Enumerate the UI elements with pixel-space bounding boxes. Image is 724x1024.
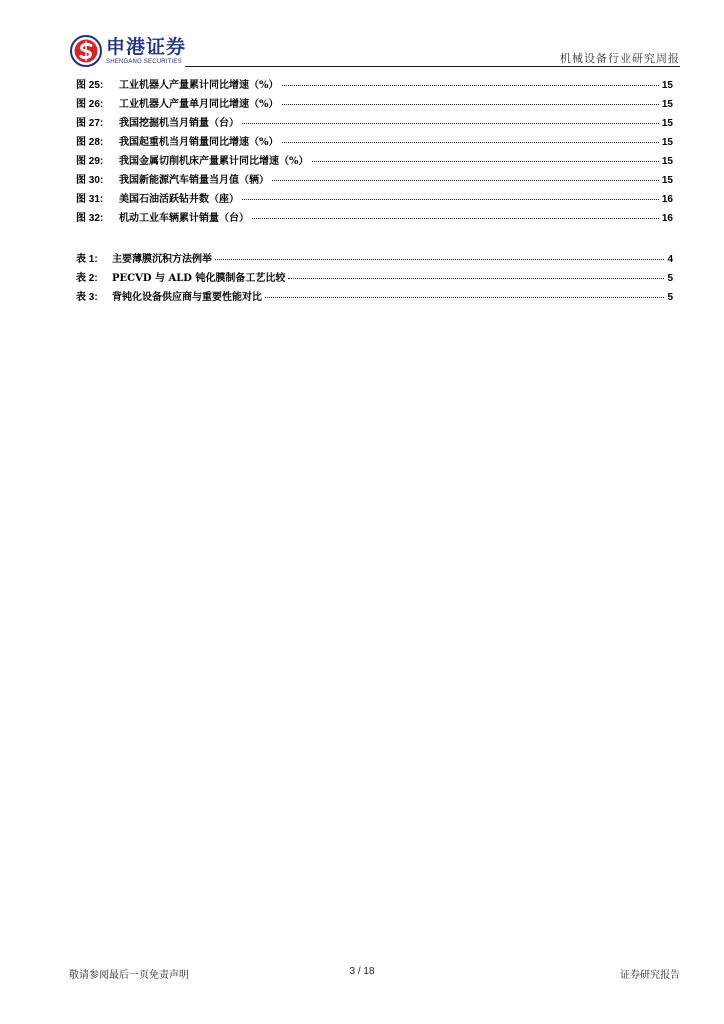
toc-row-table-2[interactable] <box>76 269 673 288</box>
dot-leader <box>215 259 664 260</box>
toc-row-figure-29[interactable] <box>76 152 673 171</box>
toc-page-number[interactable]: 15 <box>661 118 673 129</box>
page-header <box>0 0 724 70</box>
toc-title[interactable]: 背钝化设备供应商与重要性能对比 <box>112 292 262 303</box>
toc-title[interactable]: 主要薄膜沉积方法例举 <box>112 254 212 265</box>
report-type: 证券研究报告 <box>620 970 680 981</box>
toc-row-figure-26[interactable] <box>76 95 673 114</box>
toc-title[interactable]: PECVD 与 ALD 钝化膜制备工艺比较 <box>112 273 286 284</box>
dot-leader <box>242 123 659 124</box>
toc-row-figure-27[interactable] <box>76 114 673 133</box>
toc-title[interactable]: 机动工业车辆累计销量（台） <box>119 213 249 224</box>
toc-label: 表 2: <box>76 273 98 284</box>
toc-page-number[interactable]: 15 <box>661 80 673 91</box>
figure-index <box>76 76 673 228</box>
company-logo <box>70 35 186 67</box>
toc-title[interactable]: 我国金属切削机床产量累计同比增速（%） <box>119 156 309 167</box>
toc-title[interactable]: 工业机器人产量累计同比增速（%） <box>119 80 279 91</box>
toc-row-figure-32[interactable] <box>76 209 673 228</box>
toc-title[interactable]: 我国新能源汽车销量当月值（辆） <box>119 175 269 186</box>
toc-label: 图 27: <box>76 118 104 129</box>
shengang-logo-icon <box>70 35 102 67</box>
toc-page-number[interactable]: 16 <box>661 213 673 224</box>
toc-page-number[interactable]: 15 <box>661 137 673 148</box>
toc-row-table-1[interactable] <box>76 250 673 269</box>
toc-row-figure-28[interactable] <box>76 133 673 152</box>
toc-title[interactable]: 工业机器人产量单月同比增速（%） <box>119 99 279 110</box>
toc-label: 表 3: <box>76 292 98 303</box>
dot-leader <box>288 278 664 279</box>
toc-label: 表 1: <box>76 254 98 265</box>
header-divider <box>185 66 680 67</box>
report-category: 机械设备行业研究周报 <box>560 52 680 65</box>
toc-label: 图 25: <box>76 80 104 91</box>
toc-page-number[interactable]: 5 <box>667 273 673 284</box>
dot-leader <box>242 199 659 200</box>
toc-page-number[interactable]: 15 <box>661 175 673 186</box>
toc-row-figure-30[interactable] <box>76 171 673 190</box>
toc-page-number[interactable]: 5 <box>667 292 673 303</box>
toc-label: 图 31: <box>76 194 104 205</box>
toc-row-table-3[interactable] <box>76 288 673 307</box>
logo-english-name: SHENGANG SECURITIES <box>106 58 182 65</box>
toc-row-figure-31[interactable] <box>76 190 673 209</box>
toc-label: 图 26: <box>76 99 104 110</box>
dot-leader <box>282 104 659 105</box>
toc-page-number[interactable]: 15 <box>661 99 673 110</box>
dot-leader <box>282 142 659 143</box>
dot-leader <box>312 161 659 162</box>
table-index <box>76 250 673 307</box>
toc-row-figure-25[interactable] <box>76 76 673 95</box>
dot-leader <box>252 218 659 219</box>
toc-label: 图 28: <box>76 137 104 148</box>
toc-title[interactable]: 美国石油活跃钻井数（座） <box>119 194 239 205</box>
disclaimer-note: 敬请参阅最后一页免责声明 <box>69 970 189 981</box>
toc-label: 图 30: <box>76 175 104 186</box>
page-number: 3 / 18 <box>349 966 375 977</box>
dot-leader <box>272 180 659 181</box>
toc-label: 图 29: <box>76 156 104 167</box>
toc-title[interactable]: 我国起重机当月销量同比增速（%） <box>119 137 279 148</box>
toc-page-number[interactable]: 4 <box>667 254 673 265</box>
toc-label: 图 32: <box>76 213 104 224</box>
toc-title[interactable]: 我国挖掘机当月销量（台） <box>119 118 239 129</box>
logo-chinese-name: 申港证券 <box>106 35 187 58</box>
toc-page-number[interactable]: 15 <box>661 156 673 167</box>
dot-leader <box>282 85 659 86</box>
toc-page-number[interactable]: 16 <box>661 194 673 205</box>
dot-leader <box>265 297 664 298</box>
